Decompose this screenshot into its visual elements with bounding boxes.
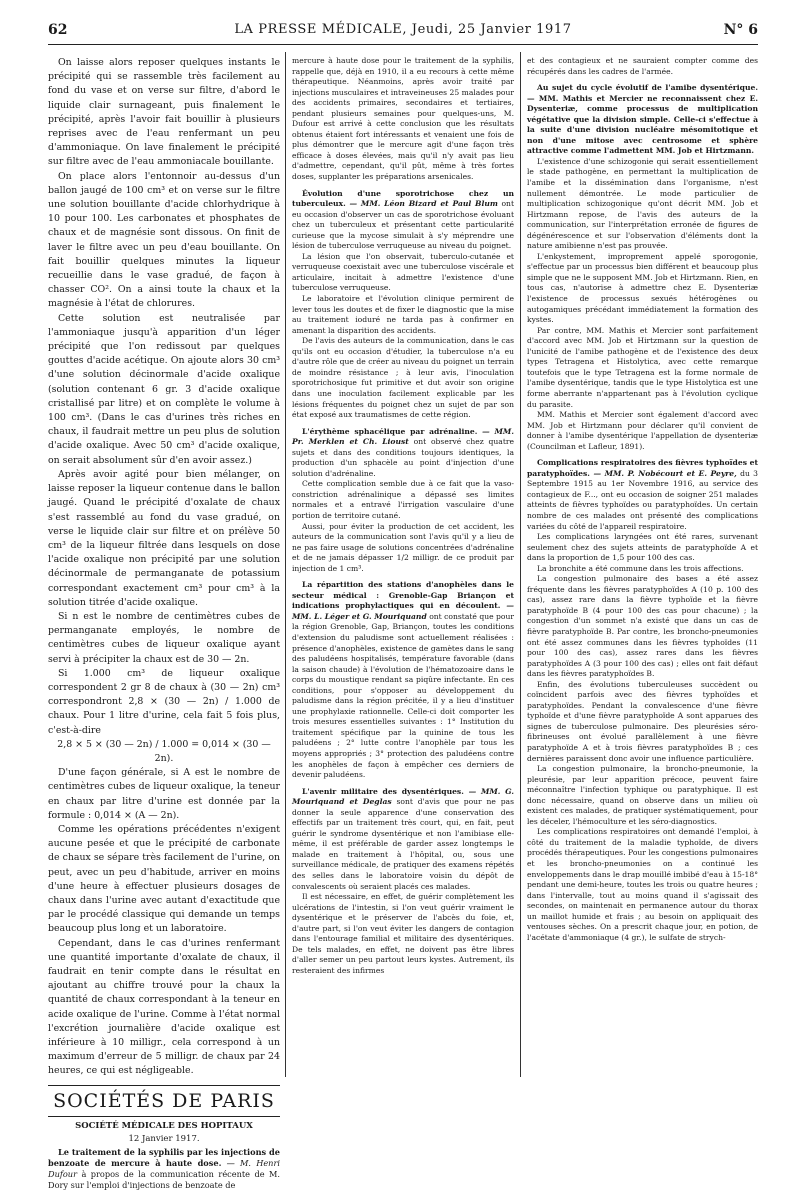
paragraph: MM. Mathis et Mercier sont également d'accord avec MM. Job et Hirtzmann pour déclarer qu'il convient de donner à l'amibe dysentérique l'appellation de dysenteriæ (Councilman et Lafleur, 1891). [527,410,758,451]
session-date: 12 Janvier 1917. [128,1133,200,1144]
report-text: ont observé chez quatre sujets et dans des conditions toujours identiques, la production d'un sphacèle au point d'injection d'une solution d'adrénaline. [292,437,514,478]
section-rule [48,1116,280,1117]
paragraph: La lésion que l'on observait, tuberculo-cutanée et verruqueuse coexistait avec une tuberculose viscérale et articulaire, incitait à admettre l'existence d'une tuberculose verruqueuse. [292,251,514,293]
paragraph: Après avoir agité pour bien mélanger, on laisse reposer la liqueur contenue dans le ballon jaugé. Quand le précipité d'oxalate de chaux s'est rassemblé au fond du vase gradué, on verse le liquide clair sur filtre et on prélève 50 cm³ de la liqueur filtrée dans lesquels on dose l'acide oxalique non précipité par une solution décinormale de permanganate de potassium correspondant exactement cm³ pour cm³ à la solution titrée d'acide oxalique. [48,468,280,608]
report-title: Évolution d'une sporotrichose chez un tuberculeux. [292,188,514,209]
report-item [292,580,514,780]
report-item [527,458,758,532]
report-author: — MM. Léon Bizard et Paul Blum [349,199,498,209]
report-author: — MM. P. Nobécourt et E. Peyre, [593,468,737,478]
report-text: ont eu occasion d'observer un cas de sporotrichose évoluant chez un tuberculeux et présentant cette particularité curieuse que la mycose simulait à s'y méprendre une lésion de tuberculose verruqueuse au niveau du poignet. [292,199,514,251]
running-header [48,22,758,42]
report-text: sont d'avis que pour ne pas donner la seule apparence d'une conservation des effectifs par un traitement très court, qui, en fait, peut guérir le syndrome dysentérique et non l'amibiase elle-même, il est préférable de garder assez longtemps le malade en traitement à l'hôpital, ou, sous une surveillance médicale, de pratiquer des examens répétés des selles dans le laboratoire voisin du dépôt de convalescents où seraient placés ces malades. [292,797,514,891]
paragraph: Aussi, pour éviter la production de cet accident, les auteurs de la communication sont l'avis qu'il y a lieu de ne pas faire usage de solutions concentrées d'adrénaline et de ne jamais dépasser 1/2 milligr. de ce produit par injection de 1 cm³. [292,521,514,573]
report-author: — MM. Pr. Merklen et Ch. Lioust [292,426,514,447]
report-title: Au sujet du cycle évolutif de l'amibe dysentérique. [537,83,758,93]
report-author: — M. Henri Dufour [48,1157,280,1179]
report-intro: — MM. Mathis et Mercier ne reconnaissent chez E. Dysenteriæ, comme processus de multiplication végétative que la division simple. Celle-ci s'effectue à la suite d'une division nucléaire mésomitotique et non d'une mitose avec centrosome et sphère attractive comme l'admettent MM. Job et Hirtzmann. [527,93,758,156]
running-title: LA PRESSE MÉDICALE, Jeudi, 25 Janvier 1917 [234,22,572,37]
paragraph: Le laboratoire et l'évolution clinique permirent de lever tous les doutes et de fixer le diagnostic que la mise au traitement ioduré ne tarda pas à confirmer en amenant la disparition des accidents. [292,294,514,335]
paragraph: Cependant, dans le cas d'urines renfermant une quantité importante d'oxalate de chaux, il faudrait en tenir compte dans le résultat en ajoutant au chiffre trouvé pour la chaux la quantité de chaux correspondant à la teneur en acide oxalique de l'urine. Comme à l'état normal l'excrétion journalière d'acide oxalique est inférieure à 10 milligr., cela correspond à un maximum d'erreur de 5 milligr. de chaux par 24 heures, ce qui est négligeable. [48,937,280,1077]
paragraph: D'une façon générale, si A est le nombre de centimètres cubes de liqueur oxalique, la teneur en chaux par litre d'urine est donnée par la formule : 0,014 × (A — 2n). [48,767,280,821]
column-3 [527,56,758,1076]
paragraph: L'existence d'une schizogonie qui serait essentiellement le stade pathogène, en permettant la multiplication de l'amibe et la dissémination dans l'organisme, n'est nullement démontrée. Le mode particulier de multiplication schizogonique qu'ont décrit MM. Job et Hirtzmann repose, de l'avis des auteurs de la communication, sur l'interprétation erronée de figures de dégénérescence et sur l'observation d'éléments dont la nature amibienne n'est pas prouvée. [527,156,758,251]
paragraph: Si n est le nombre de centimètres cubes de permanganate employés, le nombre de centimètres cubes de liqueur oxalique ayant servi à précipiter la chaux est de 30 — 2n. [48,610,280,665]
paragraph: Si 1.000 cm³ de liqueur oxalique correspondent 2 gr 8 de chaux à (30 — 2n) cm³ correspondront 2,8 × (30 — 2n) / 1.000 de chaux. Pour 1 litre d'urine, cela fait 5 fois plus, c'est-à-dire [48,667,280,736]
header-rule [48,44,758,45]
section-title: SOCIÉTÉS DE PARIS [53,1089,275,1112]
report-author: — MM. G. Mouriquand et Deglas [292,786,514,807]
paragraph: On place alors l'entonnoir au-dessus d'un ballon jaugé de 100 cm³ et on verse sur le filtre une solution bouillante d'acide chlorhydrique à 10 pour 100. Les carbonates et phosphates de chaux et de magnésie sont dissous. On finit de laver le filtre avec un peu d'eau bouillante. On fait bouillir quelques minutes la liqueur recueillie dans le vase gradué, de façon à chasser CO². On a ainsi toute la chaux et la magnésie à l'état de chlorures. [48,170,280,310]
report-item [292,787,514,892]
report-text: ont constaté que pour la région Grenoble, Gap, Briançon, toutes les conditions d'extension du paludisme sont actuellement réalisées : présence d'anophèles, existence de gamètes dans le sang des paludéens hospitalisés, température favorable (dans la saison chaude) à l'évolution de l'hématozoaire dans le corps du moustique rendant sa piqûre infectante. En ces conditions, pour s'opposer au développement du paludisme dans la région précitée, il y a lieu d'instituer une prophylaxie rationnelle. Celle-ci doit comporter les trois mesures essentielles suivantes : 1° Institution du traitement spécifique par la quinine de tous les paludéens ; 2° lutte contre l'anophèle par tous les moyens appropriés ; 3° protection des paludéens contre les anophèles de façon à empêcher ces derniers de devenir paludéens. [292,611,514,780]
column-2 [292,56,514,1076]
report-text: du 3 Septembre 1915 au 1er Novembre 1916, au service des contagieux de F..., ont eu occasion de soigner 251 malades atteints de fièvres typhoïdes ou paratyphoïdes. Un certain nombre de ces malades ont présenté des complications variées du côté de l'appareil respiratoire. [527,468,758,531]
paragraph: La bronchite a été commune dans les trois affections. [537,563,744,573]
column-divider [285,52,286,1077]
paragraph: Il est nécessaire, en effet, de guérir complètement les ulcérations de l'intestin, si l'on veut guérir vraiment le dysentérique et le préserver de l'abcès du foie, et, d'autre part, si l'on veut éviter les dangers de contagion dans l'entourage familial et militaire des dysentériques. De tels malades, en effet, ne doivent pas être libres d'aller semer un peu partout leurs kystes. Autrement, ils resteraient des infirmes [292,892,514,975]
formula: 2,8 × 5 × (30 — 2n) / 1.000 = 0,014 × (30 — 2n). [57,738,271,764]
report-title: Complications respiratoires des fièvres typhoïdes et paratyphoïdes. [527,458,758,478]
paragraph: Comme les opérations précédentes n'exigent aucune pesée et que le précipité de carbonate de chaux se sépare très facilement de l'urine, on peut, avec un peu d'habitude, arriver en moins d'une heure à effectuer plusieurs dosages de chaux dans l'urine avec autant d'exactitude que par le procédé classique qui demande un temps beaucoup plus long et un laboratoire. [48,823,280,935]
report-title: L'érythème sphacélique par adrénaline. [302,426,478,436]
column-divider [520,52,521,1077]
report-text: à propos de la communication récente de M. Dory sur l'emploi d'injections de benzoate de [48,1168,280,1190]
paragraph: De l'avis des auteurs de la communication, dans le cas qu'ils ont eu occasion d'étudier, la tuberculose n'a eu d'autre rôle que de créer au niveau du poignet un terrain de moindre résistance ; à leur avis, l'inoculation sporotrichosique fut primitive et dut avoir son origine dans une inoculation facilement explicable par les lésions fréquentes du poignet chez un sujet de par son état exposé aux traumatismes de cette région. [292,336,514,420]
society-name: SOCIÉTÉ MÉDICALE DES HOPITAUX [75,1120,253,1131]
report-item [292,189,514,252]
column-1 [48,56,280,1190]
paragraph: On laisse alors reposer quelques instants le précipité qui se rassemble très facilement au fond du vase et on verse sur filtre, d'abord le liquide clair surnageant, puis finalement le précipité, après l'avoir fait bouillir à plusieurs reprises avec de l'eau renfermant un peu d'ammoniaque. On lave finalement le précipité sur filtre avec de l'eau ammoniacale bouillante. [48,57,280,168]
paragraph: Enfin, des évolutions tuberculeuses succèdent ou coïncident parfois avec des fièvres typhoïdes et paratyphoïdes. Pendant la convalescence d'une fièvre typhoïde et d'une fièvre paratyphoïde A sont apparues des signes de tuberculose pulmonaire. Des pleurésies séro-fibrineuses ont évolué parallèlement à une fièvre paratyphoïde A et à trois fièvres paratyphoïdes B ; ces dernières paraissent donc avoir une influence particulière. [527,679,758,763]
report-author: — MM. L. Léger et G. Mouriquand [292,601,514,621]
section-rule [48,1085,280,1086]
paragraph: Les complications respiratoires ont demandé l'emploi, à côté du traitement de la maladie typhoïde, de divers procédés thérapeutiques. Pour les congestions pulmonaires et les broncho-pneumonies on a continué les enveloppements dans le drap mouillé imbibé d'eau à 15-18° pendant une demi-heure, toutes les trois ou quatre heures ; dans l'intervalle, tout au moins quand il s'agissait des secondes, on maintenait en permanence autour du thorax un maillot humide et frais ; au besoin on appliquait des ventouses sèches. On a prescrit chaque jour, en potion, de l'acétate d'ammoniaque (4 gr.), le sulfate de strych- [527,827,759,942]
report-item [292,427,514,480]
paragraph: La congestion pulmonaire des bases a été assez fréquente dans les fièvres paratyphoïdes A (10 p. 100 des cas), assez rare dans la fièvre typhoïde et la fièvre paratyphoïde B (4 pour 100 des cas pour chacune) ; la congestion d'un sommet n'a existé que dans un cas de fièvre paratyphoïde B. Par contre, les broncho-pneumonies ont été assez communes dans les fièvres typhoïdes (11 pour 100 des cas), assez rares dans les fièvres paratyphoïdes A (3 pour 100 des cas) ; elles ont fait défaut dans les fièvres paratyphoïdes B. [527,574,758,679]
paragraph: La congestion pulmonaire, la broncho-pneumonie, la pleurésie, par leur apparition précoce, peuvent faire méconnaître l'infection typhique ou paratyphique. Il est donc nécessaire, quand on observe dans un milieu où existent ces malades, de pratiquer systématiquement, pour les déceler, l'hémoculture et les séro-diagnostics. [527,764,758,826]
paragraph: Cette complication semble due à ce fait que la vaso-constriction adrénalinique a dépassé ses limites normales et a entravé l'irrigation vasculaire d'une portion de territoire cutané. [292,479,514,520]
report-item [527,83,758,157]
report-item [48,1147,280,1191]
paragraph: Les complications laryngées ont été rares, survenant seulement chez des sujets atteints de paratyphoïde A et dans la proportion de 1,5 pour 100 des cas. [527,532,758,563]
report-title: La répartition des stations d'anophèles dans le secteur médical : Grenoble-Gap Briançon et indications prophylactiques qui en découlent. [292,580,514,611]
paragraph: et des contagieux et ne sauraient compter comme des récupérés dans les cadres de l'armée. [527,56,758,76]
paragraph: mercure à haute dose pour le traitement de la syphilis, rappelle que, déjà en 1910, il a eu recours à cette même thérapeutique. Néanmoins, après avoir traité par injections musculaires et intraveineuses 25 malades pour des accidents primaires, secondaires et tertiaires, pendant plusieurs semaines pour quelques-uns, M. Dufour est arrivé à cette conclusion que les résultats obtenus étaient fort intéressants et venaient une fois de plus démontrer que le mercure agit d'une façon très efficace à doses élevées, mais qu'il n'y avait pas lieu d'admettre, cependant, qu'il pût, même à très fortes doses, supplanter les préparations arsenicales. [292,56,514,182]
issue-number: N° 6 [723,22,758,38]
page-number: 62 [48,22,68,38]
report-title: Le traitement de la syphilis par les injections de benzoate de mercure à haute dose. [48,1146,280,1168]
paragraph: L'enkystement, improprement appelé sporogonie, s'effectue par un processus bien différent et beaucoup plus simple que ne le supposent MM. Job et Hirtzmann. Rien, en tous cas, n'autorise à admettre chez E. Dysenteriæ l'existence de processus sexués hétérogènes ou autogamiques précédant immédiatement la formation des kystes. [527,251,758,325]
paragraph: Par contre, MM. Mathis et Mercier sont parfaitement d'accord avec MM. Job et Hirtzmann sur la question de l'unicité de l'amibe pathogène et de l'existence des deux types Tetragena et Histolytica, avec cette remarque toutefois que le type Tetragena est la forme normale de l'amibe dysentérique, tandis que le type Histolytica est une forme aberrante n'appartenant pas à l'évolution cyclique du parasite. [527,325,758,409]
report-title: L'avenir militaire des dysentériques. [302,786,464,796]
paragraph: Cette solution est neutralisée par l'ammoniaque jusqu'à apparition d'un léger précipité que l'on redissout par quelques gouttes d'acide acétique. On ajoute alors 30 cm³ d'une solution décinormale d'acide oxalique (solution contenant 6 gr. 3 d'acide oxalique cristallisé par litre) et on complète le volume à 100 cm³. (Dans le cas d'urines très riches en chaux, il faudrait mettre un peu plus de solution d'acide oxalique. Avec 50 cm³ d'acide oxalique, on serait absolument sûr d'en avoir assez.) [48,312,280,466]
